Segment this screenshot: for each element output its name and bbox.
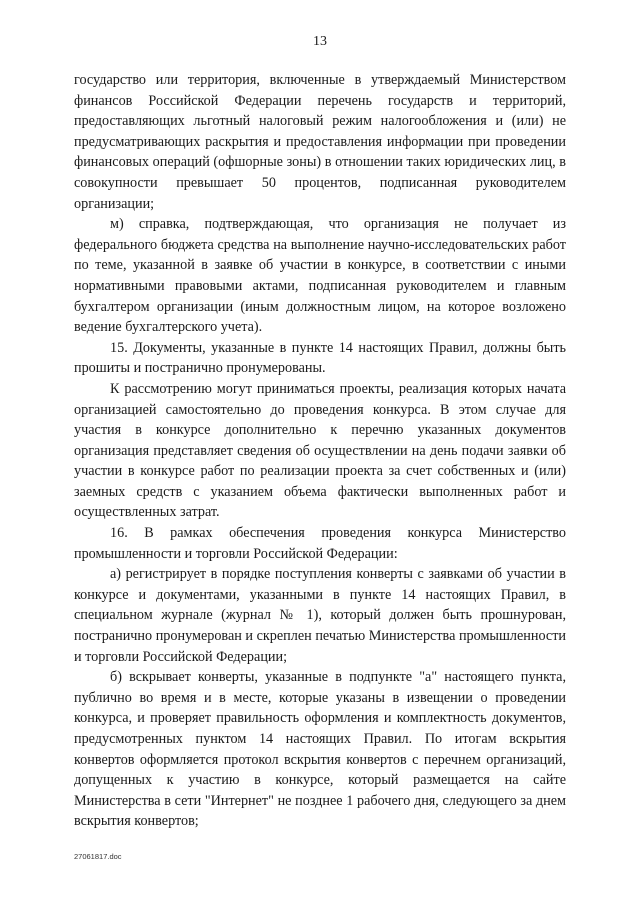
paragraph: К рассмотрению могут приниматься проекты, реализация которых начата организацией самостоятельно до проведения конкурса. В этом случае для участия в конкурсе дополнительно к перечню указанных документов организация представляет сведения об осуществлении на день подачи заявки об участии в конкурсе работ по реализации проекта за счет собственных и (или) заемных средств с указанием объема фактически выполненных работ и осуществленных затрат. (74, 380, 566, 521)
page-number: 13 (313, 34, 327, 49)
file-name-footer: 27061817.doc (74, 852, 122, 861)
paragraph: государство или территория, включенные в утверждаемый Министерством финансов Российской Федерации перечень государств и территорий, предоставляющих льготный налоговый режим налогообложения и (или) не предусматривающих раскрытия и предоставления информации при проведении финансовых операций (офшорные зоны) в отношении таких юридических лиц, в совокупности превышает 50 процентов, подписанная руководителем организации; (74, 72, 566, 212)
paragraph: м) справка, подтверждающая, что организация не получает из федерального бюджета средства на выполнение научно-исследовательских работ по теме, указанной в заявке об участии в конкурсе, в соответствии с иными нормативными правовыми актами, подписанная руководителем и главным бухгалтером организации (иным должностным лицом, на которое возложено ведение бухгалтерского учета). (74, 216, 566, 336)
document-body (74, 70, 566, 832)
paragraph: 16. В рамках обеспечения проведения конкурса Министерство промышленности и торговли Российской Федерации: (74, 525, 566, 562)
paragraph: б) вскрывает конверты, указанные в подпункте "а" настоящего пункта, публично во время и в месте, которые указаны в извещении о проведении конкурса, и проверяет правильность оформления и комплектность документов, предусмотренных пунктом 14 настоящих Правил. По итогам вскрытия конвертов оформляется протокол вскрытия конвертов с перечнем организаций, допущенных к участию в конкурсе, который размещается на сайте Министерства в сети "Интернет" не позднее 1 рабочего дня, следующего за днем вскрытия конвертов; (74, 669, 566, 830)
paragraph: 15. Документы, указанные в пункте 14 настоящих Правил, должны быть прошиты и постранично пронумерованы. (74, 339, 566, 377)
paragraph: а) регистрирует в порядке поступления конверты с заявками об участии в конкурсе и документами, указанными в пункте 14 настоящих Правил, в специальном журнале (журнал № 1), который должен быть прошнурован, постранично пронумерован и скреплен печатью Министерства промышленности и торговли Российской Федерации; (74, 566, 566, 665)
